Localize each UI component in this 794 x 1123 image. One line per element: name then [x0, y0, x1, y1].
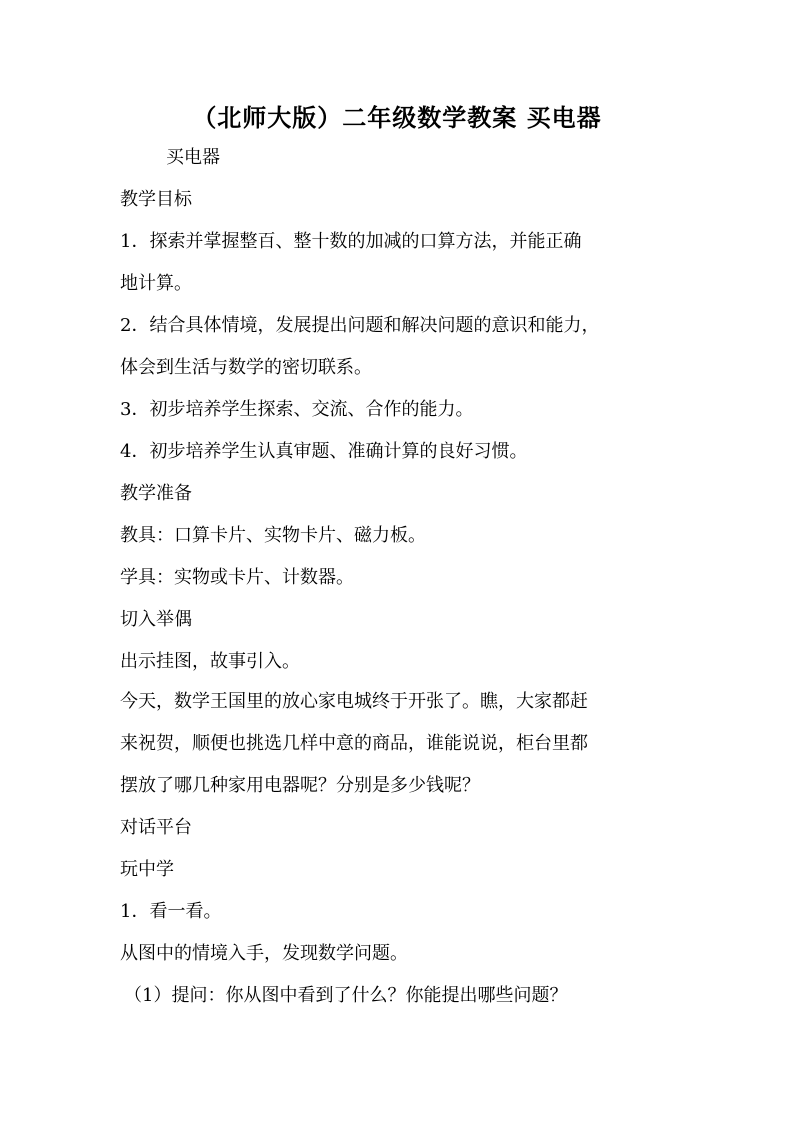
- paragraph-line: 从图中的情境入手，发现数学问题。: [120, 943, 408, 964]
- section-heading: 教学目标: [120, 189, 192, 210]
- paragraph-line: （1）提问：你从图中看到了什么？你能提出哪些问题？: [124, 985, 568, 1006]
- paragraph-line: 2．结合具体情境，发展提出问题和解决问题的意识和能力，: [120, 315, 600, 336]
- document-title: （北师大版）二年级数学教案 买电器: [192, 103, 602, 132]
- paragraph-line: 3．初步培养学生探索、交流、合作的能力。: [120, 399, 474, 420]
- paragraph-line: 体会到生活与数学的密切联系。: [120, 357, 372, 378]
- paragraph-line: 摆放了哪几种家用电器呢？分别是多少钱呢？: [120, 775, 480, 796]
- paragraph-line: 来祝贺，顺便也挑选几样中意的商品，谁能说说，柜台里都: [120, 733, 588, 754]
- paragraph-line: 1．探索并掌握整百、整十数的加减的口算方法，并能正确: [120, 231, 582, 252]
- paragraph-line: 4．初步培养学生认真审题、准确计算的良好习惯。: [120, 441, 528, 462]
- paragraph-line: 1．看一看。: [120, 901, 222, 922]
- section-heading: 对话平台: [120, 817, 192, 838]
- section-heading: 教学准备: [120, 483, 192, 504]
- paragraph-line: 出示挂图，故事引入。: [120, 651, 300, 672]
- section-heading: 切入举偶: [120, 609, 192, 630]
- section-heading: 玩中学: [120, 859, 174, 880]
- paragraph-line: 地计算。: [120, 273, 192, 294]
- subtitle-line: 买电器: [166, 147, 220, 168]
- paragraph-line: 学具：实物或卡片、计数器。: [120, 567, 354, 588]
- paragraph-line: 教具：口算卡片、实物卡片、磁力板。: [120, 525, 426, 546]
- paragraph-line: 今天，数学王国里的放心家电城终于开张了。瞧，大家都赶: [120, 691, 588, 712]
